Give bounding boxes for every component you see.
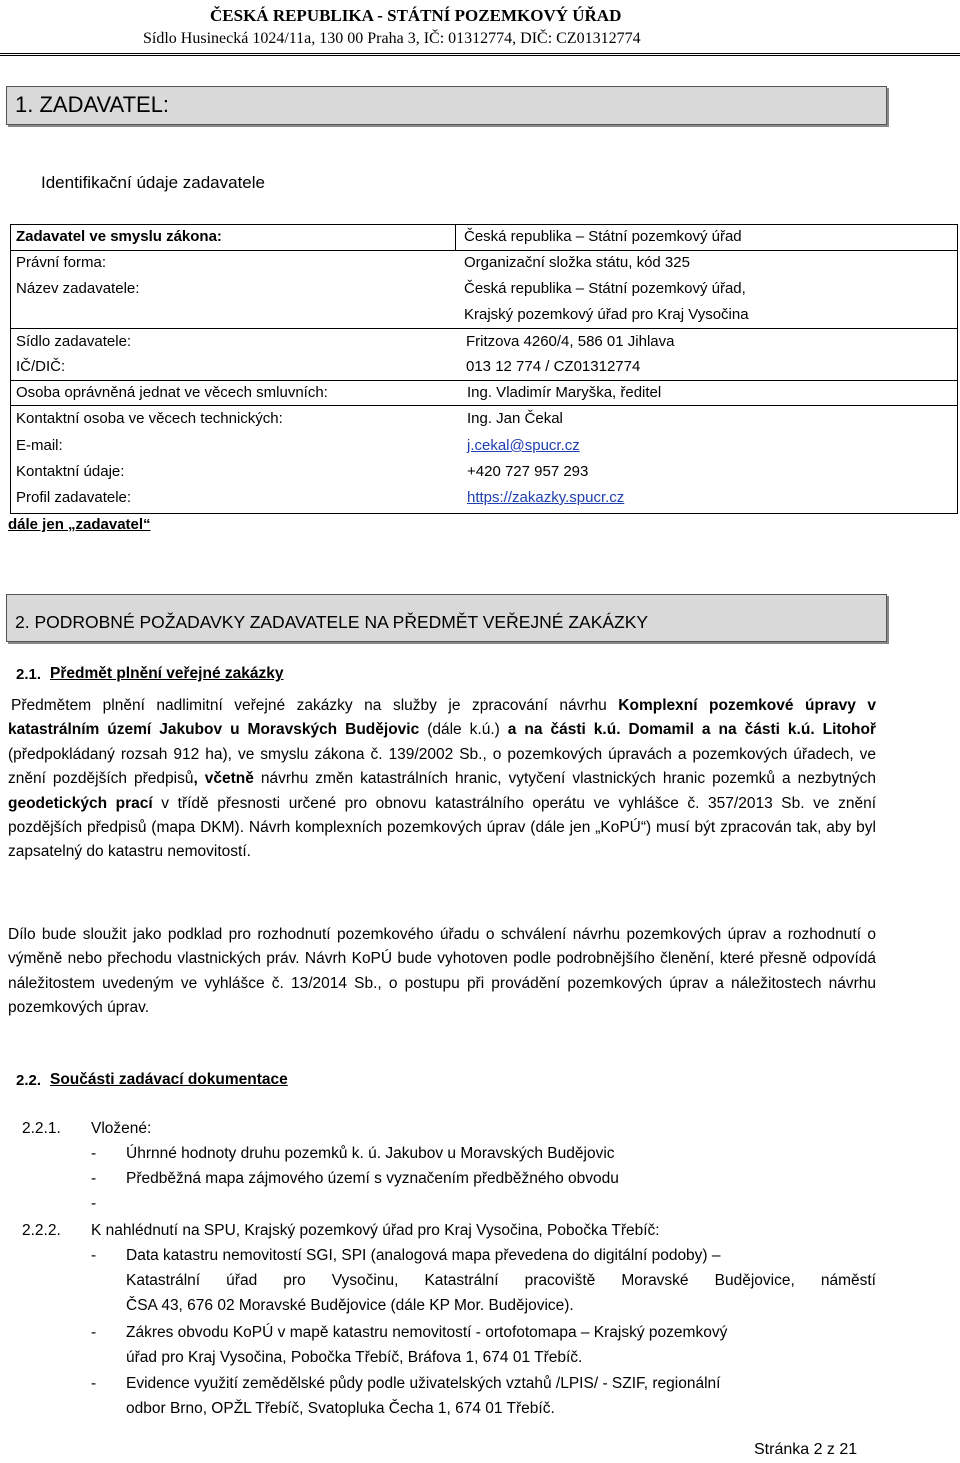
p1-text-f: , včetně	[193, 770, 254, 788]
section-1-heading-box	[6, 86, 887, 125]
list-item-line: úřad pro Kraj Vysočina, Pobočka Třebíč, Bráfova 1, 674 01 Třebíč.	[126, 1349, 583, 1366]
list-dash: -	[91, 1324, 97, 1341]
row-label-profil: Profil zadavatele:	[16, 489, 132, 506]
section-2-2-2-number: 2.2.2.	[22, 1222, 61, 1239]
profile-link[interactable]: https://zakazky.spucr.cz	[467, 489, 625, 506]
p1-text-a: Předmětem plnění nadlimitní veřejné zakázky na služby je zpracování návrhu	[11, 697, 619, 714]
row-value-osoba-opravnena: Ing. Vladimír Maryška, ředitel	[467, 384, 662, 401]
list-dash: -	[91, 1195, 97, 1212]
section-2-1-paragraph-1	[8, 694, 876, 865]
table-rule	[10, 405, 958, 406]
row-label-sidlo: Sídlo zadavatele:	[16, 333, 132, 350]
row-label-nazev: Název zadavatele:	[16, 280, 140, 297]
section-1-heading: 1. ZADAVATEL:	[15, 92, 170, 117]
page-number: Stránka 2 z 21	[754, 1441, 858, 1458]
row-label-zadavatel: Zadavatel ve smyslu zákona:	[16, 228, 222, 245]
section-2-1-title: Předmět plnění veřejné zakázky	[50, 665, 284, 682]
row-value-zadavatel: Česká republika – Státní pozemkový úřad	[464, 228, 742, 245]
list-item-line: Katastrální úřad pro Vysočinu, Katastrální pracoviště Moravské Budějovice, náměstí	[126, 1272, 876, 1289]
list-item-line: Evidence využití zemědělské půdy podle uživatelských vztahů /LPIS/ - SZIF, regionální	[126, 1375, 721, 1392]
list-dash: -	[91, 1145, 97, 1162]
row-label-ic-dic: IČ/DIČ:	[16, 358, 66, 375]
zadavatel-footnote: dále jen „zadavatel“	[8, 516, 151, 533]
table-rule	[10, 380, 958, 381]
list-item-line: Data katastru nemovitostí SGI, SPI (analogová mapa převedena do digitální podoby) –	[126, 1247, 721, 1264]
row-label-pravni-forma: Právní forma:	[16, 254, 107, 271]
table-rule	[10, 250, 958, 251]
row-value-nazev: Česká republika – Státní pozemkový úřad,	[464, 280, 746, 297]
p1-text-g: návrhu změn katastrálních hranic, vytyčení vlastnických hranic pozemků a nezbytných	[253, 770, 876, 788]
section-2-2-1-number: 2.2.1.	[22, 1120, 61, 1137]
list-dash: -	[91, 1247, 97, 1264]
list-item: Úhrnné hodnoty druhu pozemků k. ú. Jakubov u Moravských Budějovic	[126, 1145, 615, 1162]
row-value-kontaktni-osoba: Ing. Jan Čekal	[467, 410, 563, 427]
section-2-2-1-title: Vložené:	[91, 1120, 152, 1137]
table-rule	[10, 328, 958, 329]
p1-text-c: (dále k.ú.)	[419, 721, 508, 739]
list-dash: -	[91, 1375, 97, 1392]
identification-subheading: Identifikační údaje zadavatele	[41, 173, 265, 192]
section-2-1-paragraph-2: Dílo bude sloužit jako podklad pro rozhodnutí pozemkového úřadu o schválení návrhu pozemkových úprav a rozhodnutí o výměně nebo přechodu vlastnických práv. Návrh KoPÚ bude vyhotoven podle podrobnějšího členění, které přesně odpovídá náležitostem uvedeným ve vyhlášce č. 13/2014 Sb., o postupu při provádění pozemkových úprav a náležitostech návrhu pozemkových úprav.	[8, 926, 876, 1017]
p1-text-b: Komplexní pozemkové úpravy v katastrálním území Jakubov u Moravských Budějovic	[8, 697, 876, 739]
row-value-ic-dic: 013 12 774 / CZ01312774	[466, 358, 641, 375]
document-header-title: ČESKÁ REPUBLIKA - STÁTNÍ POZEMKOVÝ ÚŘAD	[210, 6, 622, 25]
row-label-osoba-opravnena: Osoba oprávněná jednat ve věcech smluvních:	[16, 384, 328, 401]
section-2-2-2-title: K nahlédnutí na SPU, Krajský pozemkový úřad pro Kraj Vysočina, Pobočka Třebíč:	[91, 1222, 660, 1239]
list-item-line: Zákres obvodu KoPÚ v mapě katastru nemovitostí - ortofotomapa – Krajský pozemkový	[126, 1324, 728, 1341]
row-value-nazev-line2: Krajský pozemkový úřad pro Kraj Vysočina	[464, 306, 749, 323]
row-value-sidlo: Fritzova 4260/4, 586 01 Jihlava	[466, 333, 675, 350]
section-2-heading: 2. PODROBNÉ POŽADAVKY ZADAVATELE NA PŘEDMĚT VEŘEJNÉ ZAKÁZKY	[15, 612, 649, 632]
list-dash: -	[91, 1170, 97, 1187]
p1-text-i: v třídě přesnosti určené pro obnovu katastrálního operátu ve vyhlášce č. 357/2013 Sb. ve znění pozdějších předpisů (mapa DKM). Návrh komplexních pozemkových úprav (dále jen „KoPÚ“) musí být zpracován tak, aby byl zapsatelný do katastru nemovitostí.	[8, 794, 876, 861]
list-item-line: odbor Brno, OPŽL Třebíč, Svatopluka Čecha 1, 674 01 Třebíč.	[126, 1400, 555, 1417]
section-2-2-title: Součásti zadávací dokumentace	[50, 1071, 288, 1088]
list-item: Předběžná mapa zájmového území s vyznačením předběžného obvodu	[126, 1170, 619, 1187]
email-link[interactable]: j.cekal@spucr.cz	[467, 437, 580, 454]
header-divider	[0, 53, 960, 56]
p1-text-h: geodetických prací	[8, 794, 153, 812]
row-label-email: E-mail:	[16, 437, 63, 454]
row-value-pravni-forma: Organizační složka státu, kód 325	[464, 254, 690, 271]
table-rule	[455, 224, 456, 250]
document-header-address: Sídlo Husinecká 1024/11a, 130 00 Praha 3, IČ: 01312774, DIČ: CZ01312774	[143, 30, 641, 47]
list-item-line: ČSA 43, 676 02 Moravské Budějovice (dále KP Mor. Budějovice).	[126, 1297, 574, 1314]
section-2-1-number: 2.1.	[16, 666, 42, 683]
row-label-kontaktni-osoba: Kontaktní osoba ve věcech technických:	[16, 410, 283, 427]
p1-text-e: (předpokládaný rozsah 912 ha), ve smyslu zákona č. 139/2002 Sb., o pozemkových úpravách a pozemkových úřadech, ve znění pozdějších předpisů	[8, 745, 876, 788]
section-2-heading-box	[6, 594, 887, 642]
row-value-phone: +420 727 957 293	[467, 463, 589, 480]
section-2-2-number: 2.2.	[16, 1072, 42, 1089]
p1-text-d: a na části k.ú. Domamil a na části k.ú. Litohoř	[507, 721, 876, 739]
row-label-kontaktni-udaje: Kontaktní údaje:	[16, 463, 125, 480]
